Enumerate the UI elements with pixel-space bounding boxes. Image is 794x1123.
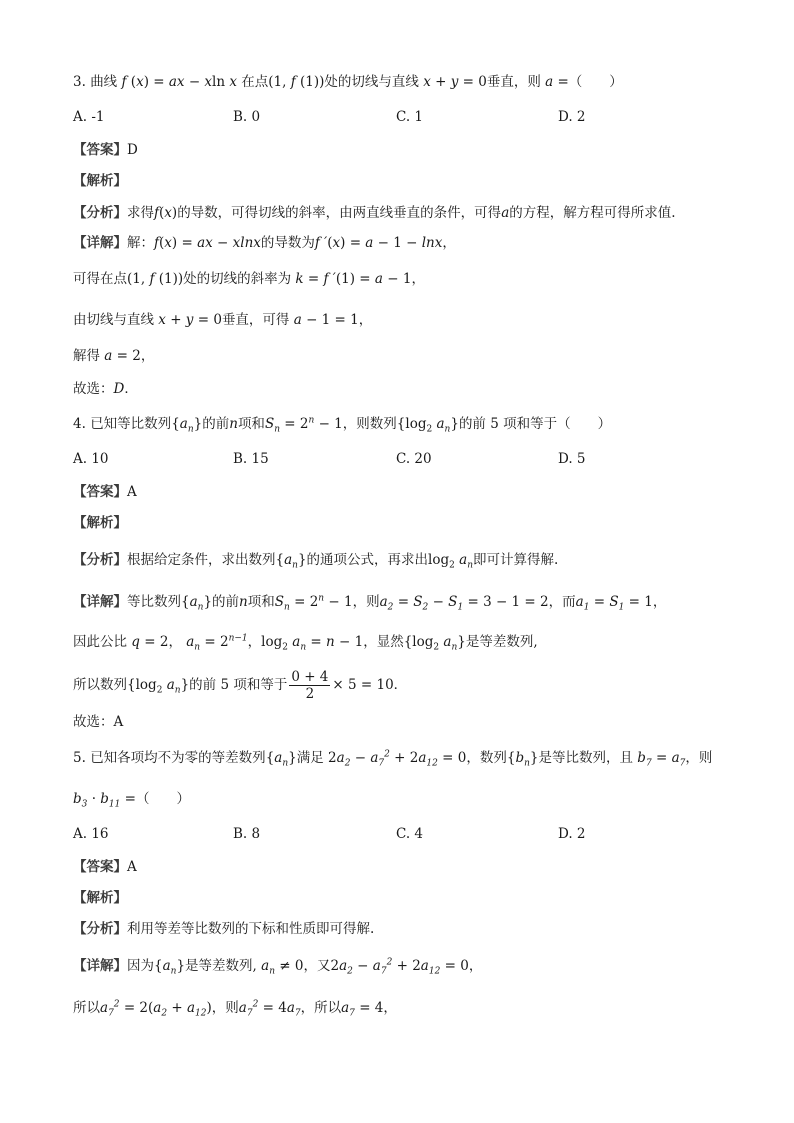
q3-detail: 【详解】解：f(x) = ax − xlnx的导数为f ′(x) = a − 1 − lnx， bbox=[73, 235, 456, 251]
q5-fenxi: 【分析】利用等差等比数列的下标和性质即可得解. bbox=[73, 921, 375, 937]
q4-fenxi: 【分析】根据给定条件，求出数列$\{a_n\}$的通项公式，再求出$\log_2 a_n$即可计算得解. bbox=[73, 552, 559, 571]
q5-detail: 【详解】因为$\{a_n\}$是等差数列, $a_n \ne 0$，又$2a_2 - a_7^2 + 2a_{12} = 0$， bbox=[73, 957, 483, 977]
q4-detail: 【详解】等比数列$\{a_n\}$的前n项和$S_n = 2^n - 1$，则$a_2 = S_2 - S_1 = 3 - 1 = 2$，而$a_1 = S_1 = 1$， bbox=[73, 593, 667, 613]
q3-option-b: B. 0 bbox=[233, 109, 261, 125]
q4-option-d: D. 5 bbox=[558, 451, 586, 467]
q4-analysis-heading: 【解析】 bbox=[73, 515, 127, 531]
q4-stem: 4. 已知等比数列$\{a_n\}$的前n项和$S_n = 2^n - 1$，则数列{$\log_2$ $a_n$}的前 5 项和等于（ ） bbox=[73, 415, 612, 435]
q3-option-c: C. 1 bbox=[396, 109, 424, 125]
q3-detail-line2: 可得在点(1, f (1))处的切线的斜率为 k = f ′(1) = a − 1， bbox=[73, 271, 425, 287]
q5-number: 5. bbox=[73, 750, 86, 766]
q3-point: (1, f (1)) bbox=[268, 74, 325, 90]
q5-options bbox=[73, 826, 713, 846]
q4-options bbox=[73, 451, 713, 471]
q3-function: f (x) = ax − xln x bbox=[117, 74, 242, 90]
q4-detail-line3: 所以数列{$\log_2$ $a_n$}的前 5 项和等于 $\frac{0 + 4}{2}$ × 5 = 10． bbox=[73, 669, 408, 702]
q5-stem: 5. 已知各项均不为零的等差数列$\{a_n\}$满足 $2a_2 - a_7^2 + 2a_{12} = 0$，数列$\{b_n\}$是等比数列，且 $b_7 = a_7$，则 bbox=[73, 749, 713, 769]
q3-detail-line3: 由切线与直线 x + y = 0垂直，可得 a − 1 = 1， bbox=[73, 312, 373, 328]
q4-answer: 【答案】A bbox=[73, 484, 137, 500]
fraction: $\frac{0 + 4}{2}$ bbox=[291, 669, 329, 702]
q3-line: x + y = 0 bbox=[418, 74, 487, 90]
q3-detail-line5: 故选：D． bbox=[73, 381, 138, 397]
q4-option-b: B. 15 bbox=[233, 451, 269, 467]
q3-option-d: D. 2 bbox=[558, 109, 586, 125]
q4-detail-line4: 故选：A bbox=[73, 714, 124, 730]
q3-fenxi: 【分析】求得f(x)的导数，可得切线的斜率，由两直线垂直的条件，可得a的方程，解方程可得所求值. bbox=[73, 205, 676, 221]
q4-detail-line2: 因此公比 q = 2， $a_n = 2^{n-1}$，$\log_2 a_n = n - 1$，显然{$\log_2$ $a_n$}是等差数列, bbox=[73, 633, 538, 653]
q4-option-a: A. 10 bbox=[73, 451, 109, 467]
q4-option-c: C. 20 bbox=[396, 451, 432, 467]
q5-detail-line2: 所以$a_7^2 = 2(a_2 + a_{12})$，则$a_7^2 = 4a_7$，所以$a_7 = 4$， bbox=[73, 999, 397, 1019]
q5-option-c: C. 4 bbox=[396, 826, 424, 842]
q5-analysis-heading: 【解析】 bbox=[73, 890, 127, 906]
q3-answer: 【答案】D bbox=[73, 142, 138, 158]
q3-options bbox=[73, 109, 713, 129]
q3-number: 3. bbox=[73, 74, 86, 90]
q5-option-a: A. 16 bbox=[73, 826, 109, 842]
q3-detail-line4: 解得 a = 2， bbox=[73, 348, 155, 364]
q5-option-d: D. 2 bbox=[558, 826, 586, 842]
q4-number: 4. bbox=[73, 416, 86, 432]
q3-option-a: A. -1 bbox=[73, 109, 105, 125]
q5-answer: 【答案】A bbox=[73, 859, 137, 875]
q5-option-b: B. 8 bbox=[233, 826, 261, 842]
q5-stem-line2: $b_3 \cdot b_{11}$ =（ ） bbox=[73, 791, 190, 810]
q3-analysis-heading: 【解析】 bbox=[73, 173, 127, 189]
q3-stem: 3. 曲线 f (x) = ax − xln x 在点(1, f (1))处的切线与直线 x + y = 0垂直，则 a =（ ） bbox=[73, 74, 623, 90]
